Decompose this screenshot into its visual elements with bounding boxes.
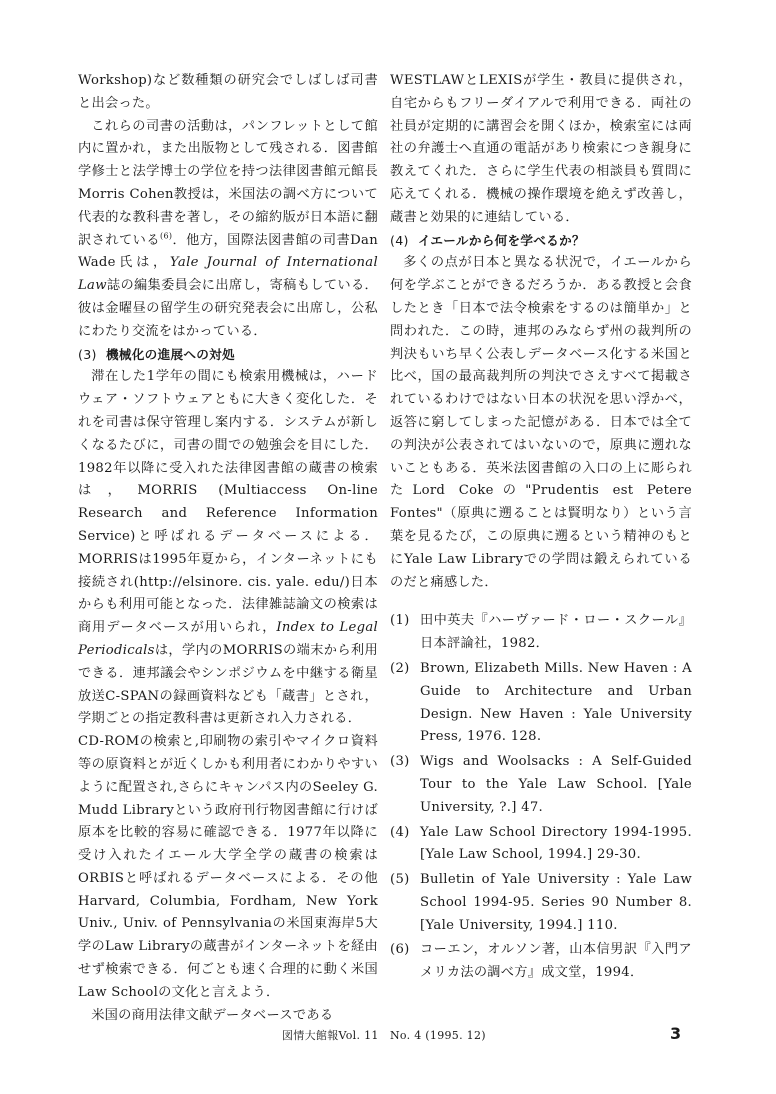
reference-item: (6) コーエン，オルソン著，山本信男訳『入門アメリカ法の調べ方』成文堂，1994．: [390, 942, 692, 981]
paragraph: 滞在した1学年の間にも検索用機械は，ハードウェア・ソフトウェアともに大きく変化した．それを司書は保守管理し案内する．システムが新しくなるたびに，司書の間での勉強会を目にした．1982年以降に受入れた法律図書館の蔵書の検索は，MORRIS (Multiaccess On-line Research and Reference Information Service)と呼ばれるデータベースによる．MORRISは1995年夏から，インターネットにも接続され(http://elsinore. cis. yale. edu/)日本からも利用可能となった．法律雑誌論文の検索は商用データベースが用いられ，Index to Legal Periodicalsは，学内のMORRISの端末から利用できる．連邦議会やシンポジウムを中継する衛星放送C-SPANの録画資料なども「蔵書」とされ，学期ごとの指定教科書は更新され入力される．: [78, 369, 378, 727]
paragraph: WESTLAWとLEXISが学生・教員に提供され，自宅からもフリーダイアルで利用できる．両社の社員が定期的に講習会を開くほか，検索室には両社の弁護士へ直通の電話があり検索につき親身に教えてくれた．さらに学生代表の相談員も質問に応えてくれる．機械の操作環境を絶えず改善し，蔵書と効果的に連結している．: [390, 73, 692, 225]
index-title: Index to Legal Periodicals: [78, 620, 378, 658]
reference-item: (3) Wigs and Woolsacks : A Self-Guided Tour to the Yale Law School. [Yale University, ?.] 47.: [390, 754, 692, 815]
section-heading: (3) 機械化の進展への対処: [78, 346, 235, 362]
paragraph: CD-ROMの検索と,印刷物の索引やマイクロ資料等の原資料とが近くしかも利用者にわかりやすいように配置され,さらにキャンパス内のSeeley G. Mudd Libraryという政府刊行物図書館に行けば原本を比較的容易に確認できる．1977年以降に受け入れたイエール大学全学の蔵書の検索はORBISと呼ばれるデータベースによる．その他Harvard, Columbia, Fordham, New York Univ., Univ. of Pennsylvaniaの米国東海岸5大学のLaw Libraryの蔵書がインターネットを経由せず検索できる．何ごとも速く合理的に動く米国Law Schoolの文化と言えよう．: [78, 734, 378, 1000]
paragraph: 多くの点が日本と異なる状況で，イエールから何を学ぶことができるだろうか．ある教授と会食したとき「日本で法令検索をするのは簡単か」と問われた．この時，連邦のみならず州の裁判所の判決もいち早く公表しデータベース化する米国と比べ，国の最高裁判所の判決でさえすべて掲載されているわけではない日本の状況を思い浮かべ，返答に窮してしまった記憶がある．日本では全ての判決が公表されてはいないので，原典に遡れないこともある．英米法図書館の入口の上に彫られたLord Cokeの"Prudentis est Petere Fontes"（原典に遡ることは賢明なり）という言葉を見るたび，この原典に遡るという精神のもとにYale Law Libraryでの学問は鍛えられているのだと痛感した．: [390, 255, 692, 590]
right-column: [390, 70, 692, 987]
paragraph: これらの司書の活動は，パンフレットとして館内に置かれ，また出版物として残される．図書館学修士と法学博士の学位を持つ法律図書館元館長Morris Cohen教授は，米国法の調べ方について代表的な教科書を著し，その縮約版が日本語に翻訳されている$^{(6)}$．他方，国際法図書館の司書Dan Wade氏は，Yale Journal of International Law誌の編集委員会に出席し，寄稿もしている．彼は金曜昼の留学生の研究発表会に出席し，公私にわたり交流をはかっている．: [78, 118, 378, 339]
page-number: 3: [670, 1024, 682, 1043]
paragraph: Workshop)など数種類の研究会でしばしば司書と出会った。: [78, 73, 378, 111]
left-column: [78, 70, 378, 1027]
reference-item: (1) 田中英夫『ハーヴァード・ロー・スクール』日本評論社，1982．: [390, 613, 692, 652]
journal-title: Yale Journal of International Law: [78, 255, 378, 294]
section-heading: (4) イエールから何を学べるか？: [390, 232, 585, 248]
reference-item: (4) Yale Law School Directory 1994-1995. [Yale Law School, 1994.] 29-30.: [390, 824, 692, 863]
paragraph: 米国の商用法律文献データベースである: [91, 1007, 334, 1023]
journal-footer: 図情大館報Vol. 11 No. 4 (1995. 12): [282, 1029, 486, 1042]
reference-item: (2) Brown, Elizabeth Mills. New Haven : A Guide to Architecture and Urban Design. New Haven : Yale University Press, 1976. 128.: [390, 660, 692, 745]
reference-item: (5) Bulletin of Yale University : Yale Law School 1994-95. Series 90 Number 8. [Yale University, 1994.] 110.: [390, 872, 692, 933]
footnote-ref: (6): [160, 231, 173, 241]
reference-list: [390, 610, 692, 985]
